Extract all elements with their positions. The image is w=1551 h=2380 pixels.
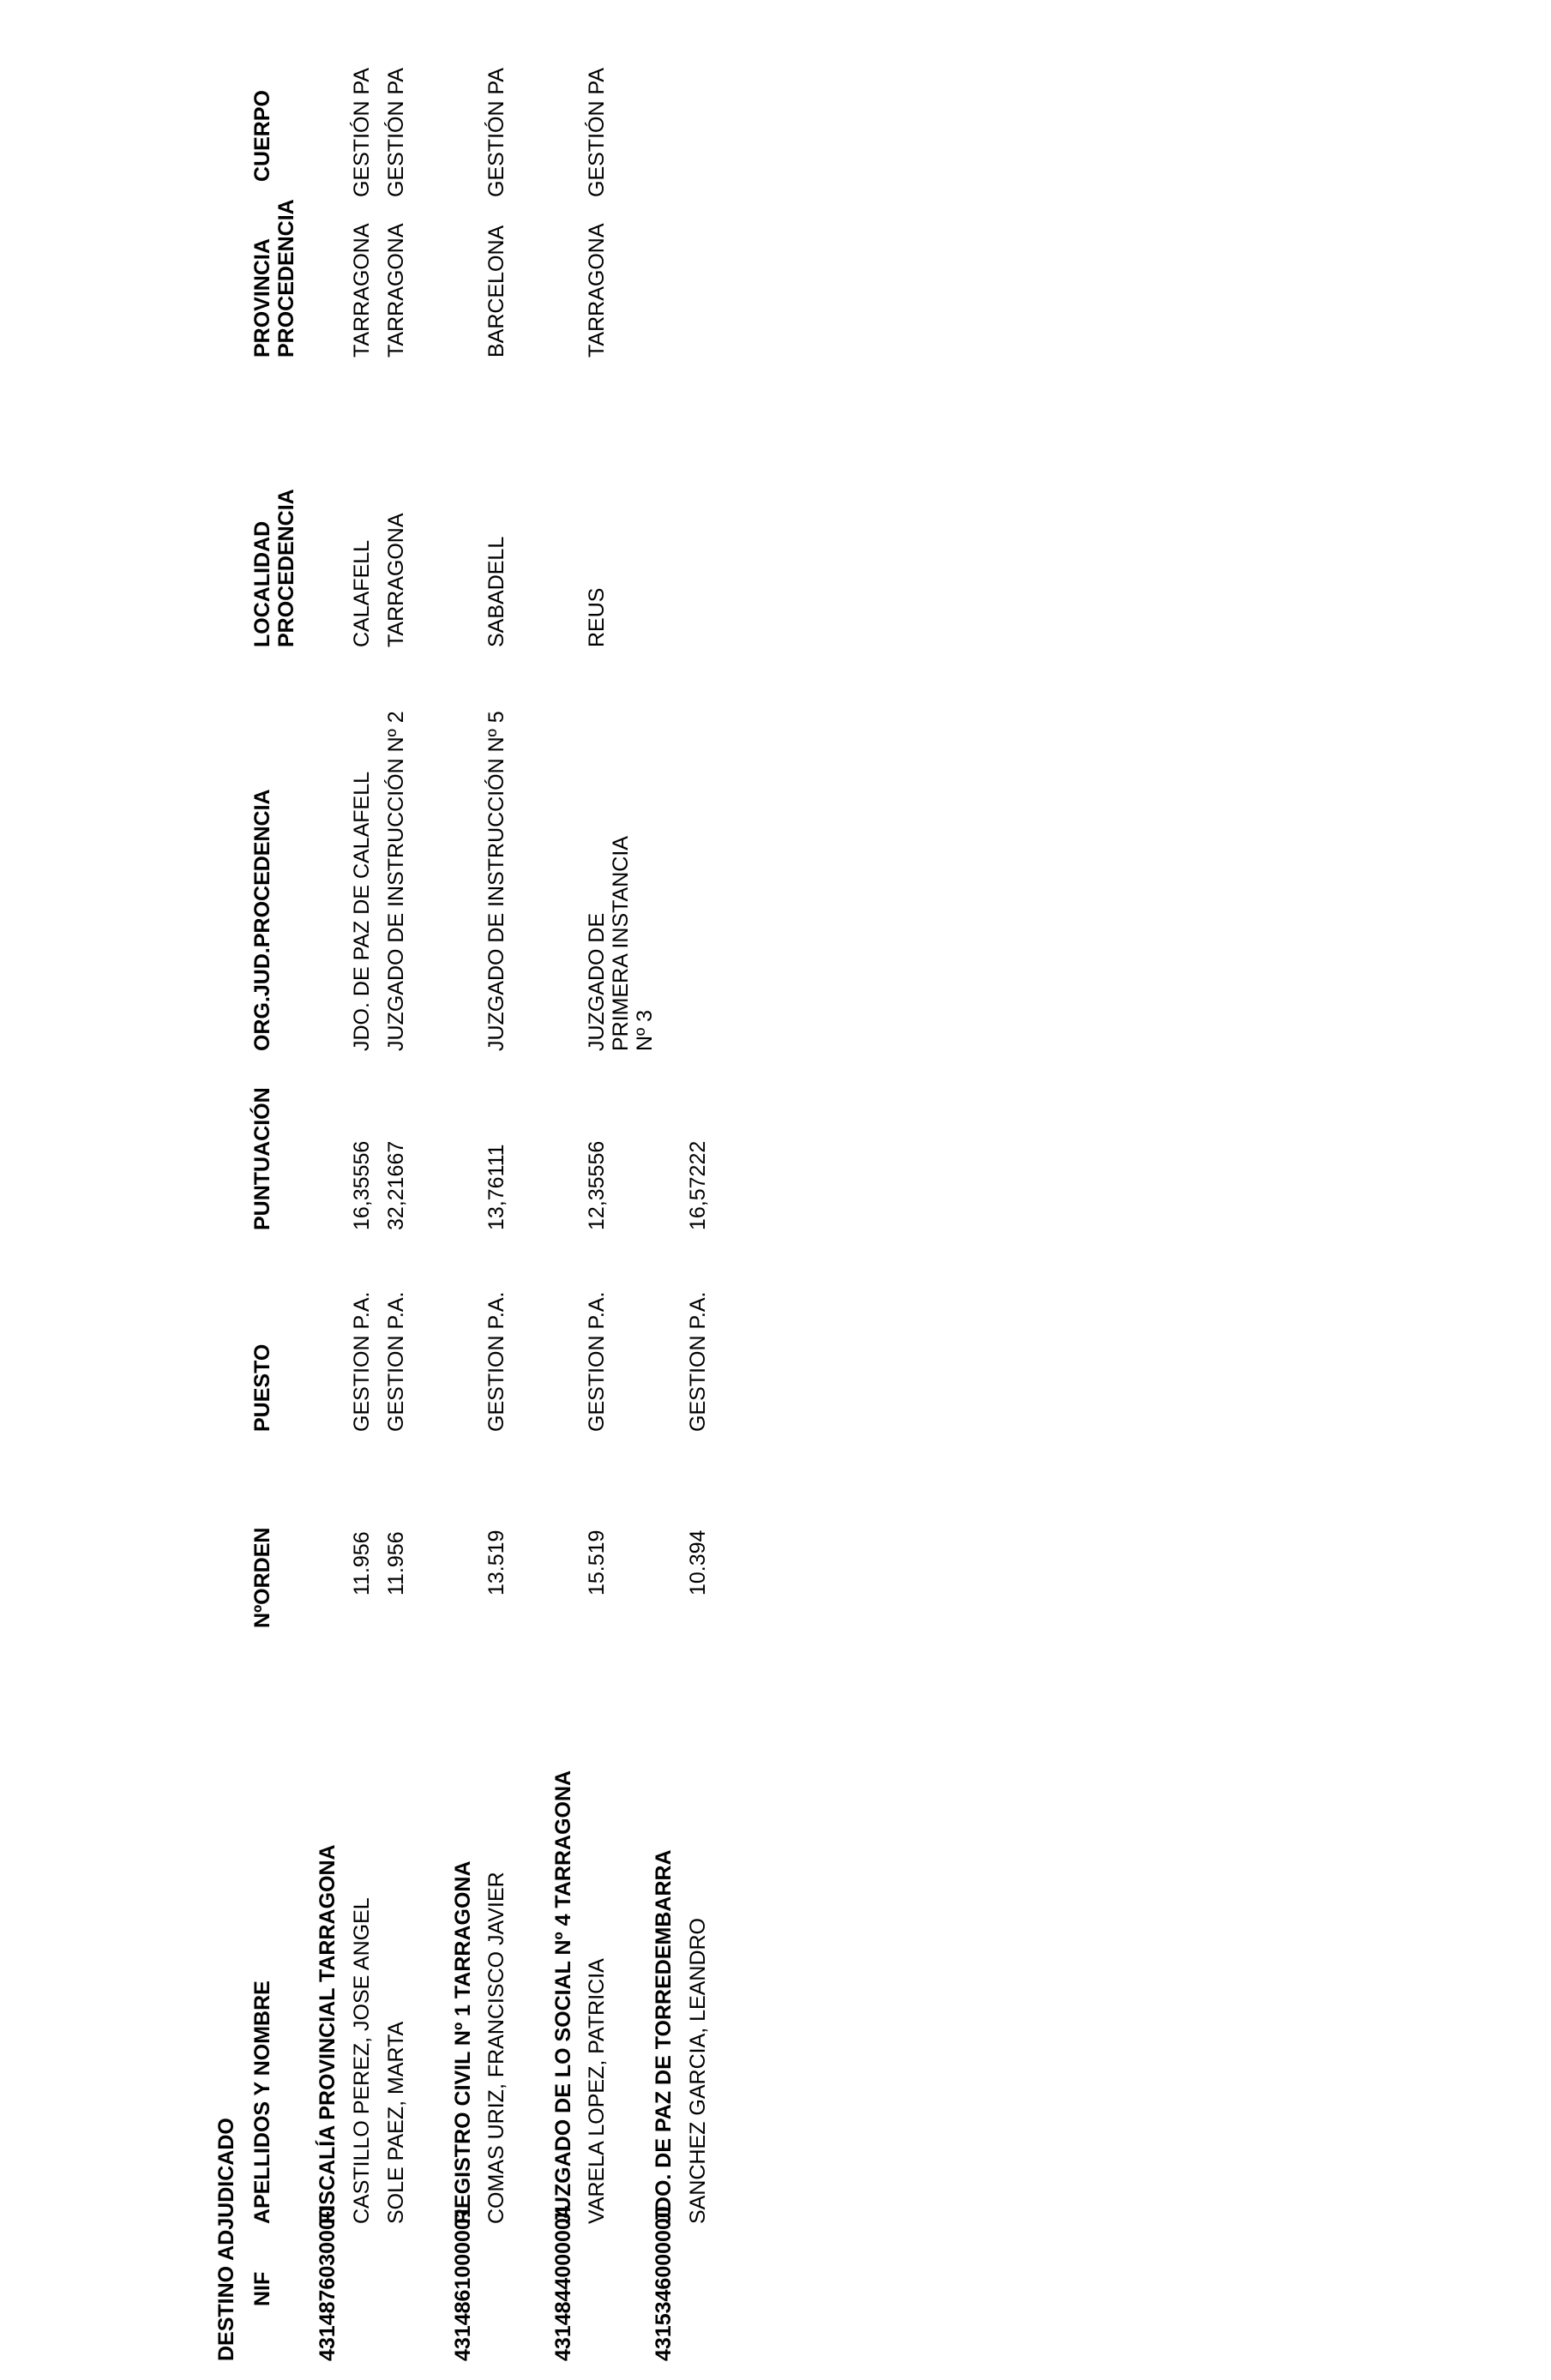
header-puesto: PUESTO xyxy=(250,1343,274,1432)
header-provincia-line1: PROVINCIA xyxy=(250,238,274,358)
row-puntuacion: 16,57222 xyxy=(686,1140,710,1230)
row-puntuacion: 16,35556 xyxy=(350,1140,374,1230)
row-nombre: SOLE PAEZ, MARTA xyxy=(384,2021,408,2224)
row-cuerpo: GESTIÓN PA xyxy=(350,68,374,197)
group-destino: FISCALÍA PROVINCIAL TARRAGONA xyxy=(316,1844,340,2224)
row-provincia: BARCELONA xyxy=(484,225,508,358)
group-destino: JDO. DE PAZ DE TORREDEMBARRA xyxy=(652,1849,676,2224)
row-org: JUZGADO DE PRIMERA INSTANCIA Nº 3 xyxy=(585,837,657,1051)
row-puesto: GESTION P.A. xyxy=(585,1291,609,1432)
row-localidad: SABADELL xyxy=(484,536,508,647)
group-nif: 4314844000004 xyxy=(551,2206,575,2361)
header-org: ORG.JUD.PROCEDENCIA xyxy=(250,789,274,1051)
row-provincia: TARRAGONA xyxy=(350,223,374,358)
row-provincia: TARRAGONA xyxy=(585,223,609,358)
row-nombre: CASTILLO PEREZ, JOSE ANGEL xyxy=(350,1897,374,2224)
row-puesto: GESTION P.A. xyxy=(384,1291,408,1432)
row-localidad: CALAFELL xyxy=(350,539,374,647)
header-apellidos: APELLIDOS Y NOMBRE xyxy=(250,1980,274,2224)
row-orden: 13.519 xyxy=(484,1530,508,1596)
document-title: DESTINO ADJUDICADO xyxy=(214,2118,238,2361)
header-provincia-line2: PROCEDENCIA xyxy=(274,199,298,358)
row-org: JUZGADO DE INSTRUCCIÓN Nº 2 xyxy=(384,711,408,1051)
header-nif: NIF xyxy=(250,2271,274,2306)
header-norden: NºORDEN xyxy=(250,1527,274,1628)
row-puntuacion: 32,21667 xyxy=(384,1140,408,1230)
group-nif: 4314876030000 xyxy=(316,2206,340,2361)
row-cuerpo: GESTIÓN PA xyxy=(484,68,508,197)
row-nombre: VARELA LOPEZ, PATRICIA xyxy=(585,1958,609,2224)
row-localidad: REUS xyxy=(585,587,609,647)
group-nif: 4314861000001 xyxy=(451,2206,475,2361)
row-puesto: GESTION P.A. xyxy=(350,1291,374,1432)
group-destino: REGISTRO CIVIL Nº 1 TARRAGONA xyxy=(451,1860,475,2224)
row-puntuacion: 12,35556 xyxy=(585,1140,609,1230)
group-nif: 4315346000000 xyxy=(652,2206,676,2361)
row-puntuacion: 13,76111 xyxy=(484,1144,508,1230)
row-org: JDO. DE PAZ DE CALAFELL xyxy=(350,771,374,1051)
row-nombre: COMAS URIZ, FRANCISCO JAVIER xyxy=(484,1872,508,2224)
header-puntuacion: PUNTUACIÓN xyxy=(250,1087,274,1230)
row-org: JUZGADO DE INSTRUCCIÓN Nº 5 xyxy=(484,711,508,1051)
row-puesto: GESTION P.A. xyxy=(484,1291,508,1432)
row-puesto: GESTION P.A. xyxy=(686,1291,710,1432)
header-localidad-line2: PROCEDENCIA xyxy=(274,489,298,647)
row-orden: 11.956 xyxy=(350,1531,374,1596)
row-cuerpo: GESTIÓN PA xyxy=(384,68,408,197)
row-orden: 11.956 xyxy=(384,1531,408,1596)
header-cuerpo: CUERPO xyxy=(250,90,274,182)
row-provincia: TARRAGONA xyxy=(384,223,408,358)
row-localidad: TARRAGONA xyxy=(384,513,408,647)
row-orden: 10.394 xyxy=(686,1530,710,1596)
row-orden: 15.519 xyxy=(585,1530,609,1596)
row-nombre: SANCHEZ GARCIA, LEANDRO xyxy=(686,1917,710,2224)
row-cuerpo: GESTIÓN PA xyxy=(585,68,609,197)
header-localidad-line1: LOCALIDAD xyxy=(250,520,274,647)
group-destino: JUZGADO DE LO SOCIAL Nº 4 TARRAGONA xyxy=(551,1770,575,2224)
